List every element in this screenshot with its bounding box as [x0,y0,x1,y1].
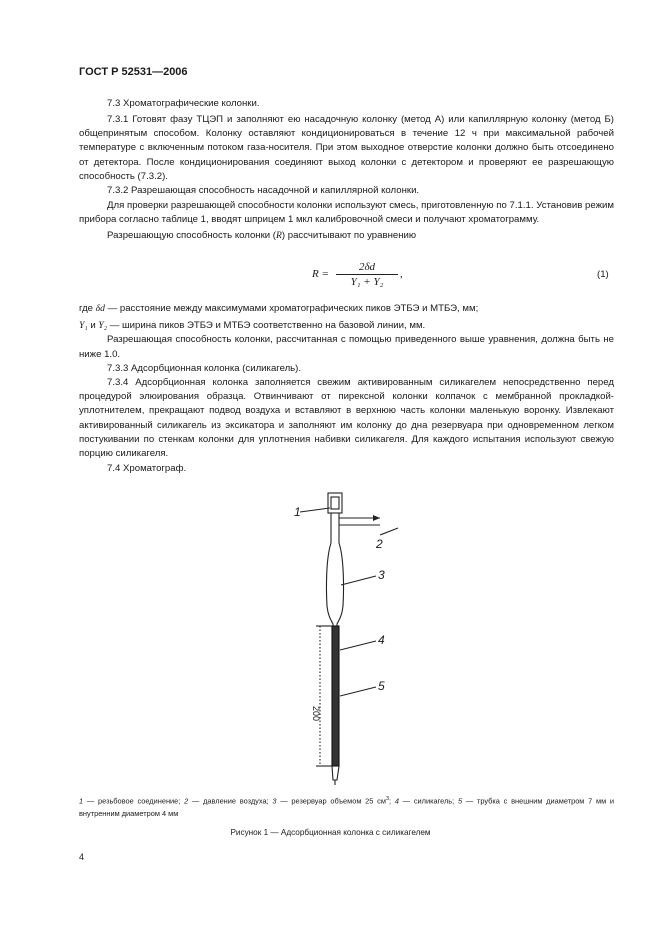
paragraph-resolution-requirement: Разрешающая способность колонки, рассчитанная с помощью приведенного выше уравнения, должна быть не ниже 1.0. [79,334,614,360]
page-number: 4 [79,852,85,862]
figure-label-4: 4 [378,633,385,647]
section-7-3-1 [79,113,614,243]
adsorption-column-figure [280,488,420,788]
legend-text-3: резервуар объемом 25 см [287,796,386,806]
formula-tail: , [400,268,403,280]
section-7-3-heading: 7.3 Хроматографические колонки. [107,98,260,109]
document-header: ГОСТ Р 52531—2006 [79,66,188,78]
figure-label-1: 1 [294,505,301,519]
where-text-2: — ширина пиков ЭТБЭ и МТБЭ соответственно на базовой линии, мм. [107,320,426,332]
reservoir-shape [326,543,333,626]
where-line-2 [79,319,614,333]
legend-num-4: 4 — [394,796,411,806]
where-prefix: где [79,303,96,314]
paragraph-7-3-4: 7.3.4 Адсорбционная колонка заполняется свежим активированным силикагелем непосредственно перед процедурой элюирования образца. Отвинчивают от пирексной колонки колпачок с мембранной прокладкой-уплотнителем, прекращают подвод воздуха и вставляют в верхнюю часть колонки маленькую воронку. Извлекают активированный силикагель из эксикатора и заполняют им колонку до дна резервуара при одновременном легком постукивании по стенкам колонки для уплотнения набивки силикагеля. Для каждого испытания используют свежую порцию силикагеля. [79,377,614,460]
formula-fraction [336,261,398,288]
legend-num-1: 1 — [79,796,95,806]
legend-text-1: резьбовое соединение; [94,796,185,806]
figure-label-3: 3 [378,568,385,582]
paragraph-7-3-1: 7.3.1 Готовят фазу ТЦЭП и заполняют ею насадочную колонку (метод А) или капиллярную колонку (метод Б) общепринятым способом. Колонку оставляют кондиционироваться в течение 12 ч при максимальной рабочей температуре с включенным потоком газа-носителя. При этом выходное отверстие колонки должно быть отсоединено от детектора. После кондиционирования соединяют выход колонки с детектором и проверяют ее разрешающую способность (7.3.2). [79,114,614,182]
where-var-delta-d: δd [95,303,105,314]
figure-label-2: 2 [376,537,383,551]
paragraph-resolution-intro [79,229,614,243]
where-and: и [87,320,99,332]
figure-dimension-200: 200 [311,706,321,722]
where-var-y1: Y₁ [79,320,88,332]
where-line-1 [79,302,614,316]
legend-text-5: трубка с внешним диаметром 7 мм и внутренним диаметром 4 мм [79,796,615,819]
legend-num-2: 2 — [184,796,200,806]
paragraph-7-3-2-text: Для проверки разрешающей способности колонки используют смесь, приготовленную по 7.1.1. Установив режим прибора согласно таблице 1, вводят шприцем 1 мкл калибровочной смеси и получают хроматограмму. [79,200,614,226]
figure-legend [79,793,614,820]
legend-text-2: давление воздуха; [199,796,273,806]
where-var-y2: Y₂ [98,320,108,332]
formula-lhs: R = [312,268,329,280]
paragraph-7-4: 7.4 Хроматограф. [107,463,187,475]
air-pressure-arrow-icon [373,515,380,521]
threaded-cap-shape [328,493,342,513]
formula-explanation [79,302,614,476]
paragraph-7-3-3: 7.3.3 Адсорбционная колонка (силикагель). [107,362,302,374]
figure-label-5: 5 [378,679,385,693]
legend-text-3-sup: 3 [385,796,389,802]
threaded-cap-inner-shape [331,497,339,509]
legend-text-4: силикагель; [410,796,458,806]
silica-gel-tube-shape [332,626,339,766]
formula-numerator: 2δd [336,261,398,275]
equation-number: (1) [597,269,609,280]
resolution-variable: R [276,229,282,241]
legend-num-3: 3 — [272,796,288,806]
figure-caption: Рисунок 1 — Адсорбционная колонка с силикагелем [230,828,431,837]
resolution-intro-pre: Разрешающую способность колонки ( [107,229,277,241]
legend-num-5: 5 — [457,796,474,806]
legend-text-3-end: ; [389,796,395,806]
resolution-intro-post: ) рассчитывают по уравнению [281,229,417,241]
paragraph-7-3-2-title: 7.3.2 Разрешающая способность насадочной и капиллярной колонки. [107,185,420,197]
where-text-1: — расстояние между максимумами хроматографических пиков ЭТБЭ и МТБЭ, мм; [104,303,479,314]
formula-denominator: Y₁ + Y₂ [350,276,384,288]
